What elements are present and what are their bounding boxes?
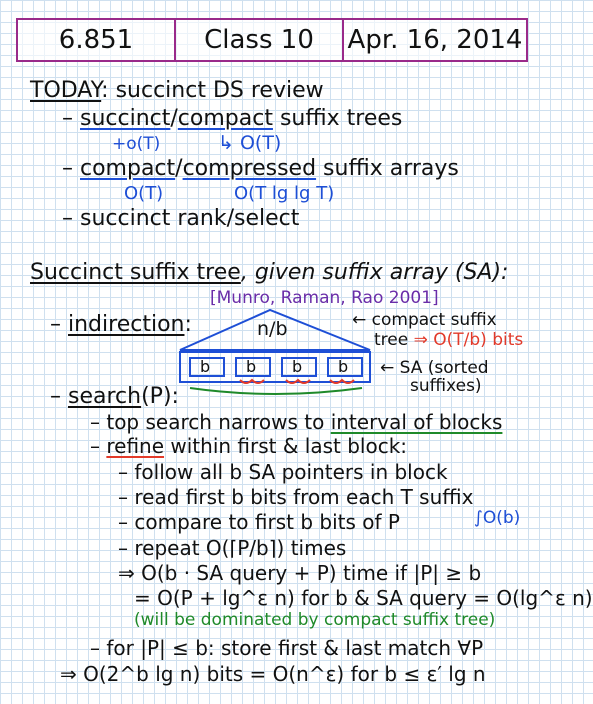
term-compact: compact (80, 156, 176, 181)
interval-of-blocks: interval of blocks (330, 410, 503, 434)
annotation-o-of-t: +o(T) (112, 134, 161, 154)
search-time-bound: ⇒ O(b · SA query + P) time if |P| ≥ b (118, 561, 482, 585)
citation: [Munro, Raman, Rao 2001] (210, 288, 439, 308)
short-pattern-step: – for |P| ≤ b: store first & last match ∀P (90, 636, 484, 660)
dominated-note: (will be dominated by compact suffix tree) (134, 610, 496, 630)
today-item-suffix-trees (62, 106, 402, 131)
compact-tree-bits: ⇒ O(T/b) bits (413, 330, 524, 350)
slash: / (170, 106, 178, 131)
compact-tree-note-2 (374, 330, 523, 350)
refine-step-read: – read first b bits from each T suffix (118, 485, 474, 509)
slash: / (175, 156, 183, 181)
today-text: : succinct DS review (101, 78, 324, 103)
cost-note: ∫O(b) (474, 508, 521, 528)
lecture-number: Class 10 (204, 25, 314, 55)
term-compressed: compressed (182, 156, 317, 181)
green-brace (190, 388, 362, 394)
indirection-label: indirection (68, 312, 185, 337)
bullet-dash: – (62, 206, 73, 231)
today-item-suffix-arrays (62, 156, 459, 181)
section-title: Succinct suffix tree (30, 260, 241, 285)
block-label: b (200, 357, 211, 376)
search-line: – search(P): (50, 384, 179, 409)
course-number: 6.851 (58, 25, 134, 55)
dash: – (90, 434, 107, 458)
term-compact: compact (177, 106, 273, 131)
annotation-big-o-t: ↳ O(T) (218, 132, 282, 154)
section-heading (30, 260, 508, 285)
refine-step-repeat: – repeat O(⌈P/b⌉) times (118, 536, 347, 560)
search-arg: (P): (141, 384, 179, 409)
sa-note-2: suffixes) (410, 376, 482, 396)
refine-step-follow: – follow all b SA pointers in block (118, 460, 448, 484)
tree-root-label: n/b (257, 318, 288, 340)
search-label: search (68, 384, 142, 409)
compact-tree-note: ← compact suffix (352, 310, 497, 330)
today-line (30, 78, 324, 103)
bullet-dash: – (62, 156, 73, 181)
section-given: , given suffix array (SA): (240, 260, 509, 285)
step-text: – top search narrows to (90, 410, 331, 434)
indirection-diagram (170, 300, 380, 400)
sa-note: ← SA (sorted (380, 358, 489, 378)
search-step-refine (90, 434, 407, 458)
today-label: TODAY (30, 78, 102, 103)
block-label: b (338, 357, 349, 376)
item-text: succinct rank/select (80, 206, 300, 231)
refine-term: refine (106, 434, 165, 458)
header-box (16, 18, 528, 62)
refine-step-compare: – compare to first b bits of P (118, 510, 400, 534)
search-time-bound-2: = O(P + lg^ε n) for b & SA query = O(lg^ε n) (134, 586, 593, 610)
today-item-rank-select (62, 206, 299, 231)
block-label: b (292, 357, 303, 376)
term-succinct: succinct (80, 106, 171, 131)
annotation-compact-bound: O(T) (124, 183, 164, 204)
indirection-line: – indirection: (50, 312, 192, 337)
bullet-dash: – (62, 106, 73, 131)
search-step-top (90, 410, 502, 434)
tree-word: tree (374, 330, 409, 350)
colon: : (184, 312, 192, 337)
lecture-date: Apr. 16, 2014 (347, 25, 523, 55)
space-bound: ⇒ O(2^b lg n) bits = O(n^ε) for b ≤ ε′ lg n (60, 662, 486, 686)
item-rest: suffix arrays (316, 156, 459, 181)
step-text: within first & last block: (164, 434, 408, 458)
item-rest: suffix trees (272, 106, 403, 131)
block-label: b (246, 357, 257, 376)
annotation-compressed-bound: O(T lg lg T) (234, 183, 335, 204)
